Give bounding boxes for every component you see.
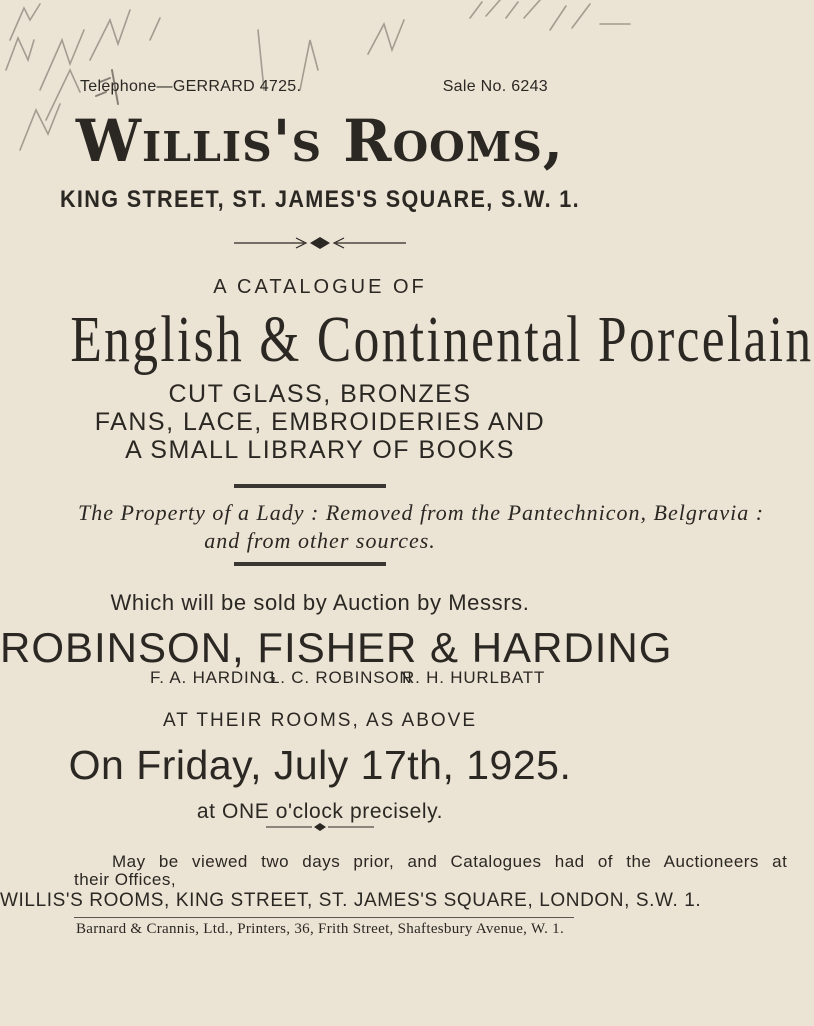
divider-rule bbox=[234, 562, 386, 566]
sale-time: at ONE o'clock precisely. bbox=[196, 800, 444, 823]
printer-imprint: Barnard & Crannis, Ltd., Printers, 36, Frith Street, Shaftesbury Avenue, W. 1. bbox=[75, 921, 565, 937]
divider-rule bbox=[234, 484, 386, 488]
ornament-divider bbox=[262, 822, 378, 832]
footer-rule bbox=[74, 917, 574, 918]
venue-address: KING STREET, ST. JAMES'S SQUARE, S.W. 1. bbox=[59, 186, 581, 213]
partner-name: L. C. ROBINSON bbox=[270, 668, 413, 687]
catalogue-line-2: FANS, LACE, EMBROIDERIES AND bbox=[94, 408, 546, 436]
sold-by-line: Which will be sold by Auction by Messrs. bbox=[110, 590, 530, 615]
sale-number: Sale No. 6243 bbox=[442, 78, 548, 95]
catalogue-line-1: CUT GLASS, BRONZES bbox=[168, 380, 472, 408]
partner-name: R. H. HURLBATT bbox=[402, 668, 546, 687]
sale-location: AT THEIR ROOMS, AS ABOVE bbox=[162, 710, 478, 731]
viewing-address: WILLIS'S ROOMS, KING STREET, ST. JAMES'S SQUARE, LONDON, S.W. 1. bbox=[0, 890, 702, 911]
viewing-line-2: their Offices, bbox=[74, 870, 177, 889]
viewing-line-1: May be viewed two days prior, and Catalogues had of the Auctioneers at bbox=[112, 852, 788, 871]
sale-date: On Friday, July 17th, 1925. bbox=[68, 742, 572, 788]
venue-title: Willis's Rooms, bbox=[75, 107, 565, 175]
catalogue-heading: A CATALOGUE OF bbox=[213, 276, 427, 298]
catalogue-line-3: A SMALL LIBRARY OF BOOKS bbox=[125, 436, 515, 464]
provenance-line-1: The Property of a Lady : Removed from the Pantechnicon, Belgravia : bbox=[78, 500, 765, 525]
auctioneer-firm: ROBINSON, FISHER & HARDING bbox=[0, 624, 673, 671]
partner-name: F. A. HARDING bbox=[150, 668, 277, 687]
catalogue-main-title: English & Continental Porcelain bbox=[70, 303, 814, 376]
telephone-number: Telephone—GERRARD 4725. bbox=[80, 78, 302, 95]
ornament-divider bbox=[230, 236, 410, 250]
provenance-line-2: and from other sources. bbox=[204, 528, 436, 553]
